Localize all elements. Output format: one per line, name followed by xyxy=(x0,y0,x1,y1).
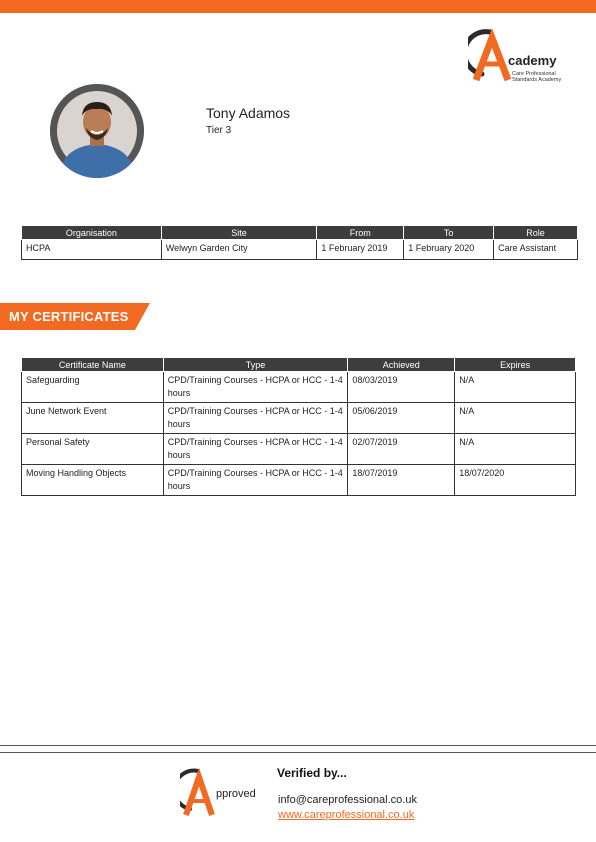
approved-logo-word: pproved xyxy=(216,788,256,800)
academy-logo-word: cademy xyxy=(508,53,557,68)
certificates-section-banner xyxy=(0,303,150,330)
footer-divider xyxy=(0,752,596,753)
employment-table xyxy=(21,225,578,260)
cert-achieved: 18/07/2019 xyxy=(348,465,455,496)
approved-logo-icon xyxy=(180,765,220,823)
employment-to: 1 February 2020 xyxy=(404,240,494,260)
cert-name: Personal Safety xyxy=(22,434,164,465)
cert-type: CPD/Training Courses - HCPA or HCC - 1-4 hours xyxy=(163,403,348,434)
employment-header-site: Site xyxy=(161,226,317,240)
employment-header-to: To xyxy=(404,226,494,240)
cert-header-type: Type xyxy=(163,358,348,372)
academy-logo xyxy=(468,28,586,90)
profile-tier: Tier 3 xyxy=(206,125,232,136)
profile-name: Tony Adamos xyxy=(206,105,291,121)
cert-name: Safeguarding xyxy=(22,372,164,403)
cert-type: CPD/Training Courses - HCPA or HCC - 1-4 hours xyxy=(163,372,348,403)
footer-website-link[interactable]: www.careprofessional.co.uk xyxy=(278,809,415,821)
employment-from: 1 February 2019 xyxy=(317,240,404,260)
cert-name: Moving Handling Objects xyxy=(22,465,164,496)
certificates-table xyxy=(21,357,576,496)
cert-expires: 18/07/2020 xyxy=(455,465,576,496)
employment-header-row xyxy=(22,226,578,240)
cert-achieved: 05/06/2019 xyxy=(348,403,455,434)
table-row xyxy=(22,372,576,403)
cert-header-name: Certificate Name xyxy=(22,358,164,372)
footer-divider xyxy=(0,745,596,746)
cert-achieved: 02/07/2019 xyxy=(348,434,455,465)
cert-name: June Network Event xyxy=(22,403,164,434)
employment-header-from: From xyxy=(317,226,404,240)
verified-by-label: Verified by... xyxy=(277,766,347,780)
cert-expires: N/A xyxy=(455,434,576,465)
cert-header-expires: Expires xyxy=(455,358,576,372)
table-row xyxy=(22,403,576,434)
footer-email[interactable]: info@careprofessional.co.uk xyxy=(278,794,417,806)
employment-site: Welwyn Garden City xyxy=(161,240,317,260)
certificates-header-row xyxy=(22,358,576,372)
cert-header-achieved: Achieved xyxy=(348,358,455,372)
top-accent-bar xyxy=(0,0,596,13)
cert-expires: N/A xyxy=(455,372,576,403)
table-row xyxy=(22,240,578,260)
employment-role: Care Assistant xyxy=(494,240,578,260)
table-row xyxy=(22,434,576,465)
cert-type: CPD/Training Courses - HCPA or HCC - 1-4 hours xyxy=(163,465,348,496)
certificates-section-title: MY CERTIFICATES xyxy=(9,309,129,324)
avatar-photo-icon xyxy=(50,84,144,178)
cert-type: CPD/Training Courses - HCPA or HCC - 1-4 hours xyxy=(163,434,348,465)
employment-header-organisation: Organisation xyxy=(22,226,162,240)
approved-logo xyxy=(180,765,275,825)
employment-organisation: HCPA xyxy=(22,240,162,260)
cert-expires: N/A xyxy=(455,403,576,434)
avatar xyxy=(50,84,144,178)
cert-achieved: 08/03/2019 xyxy=(348,372,455,403)
table-row xyxy=(22,465,576,496)
academy-logo-subtitle: Care Professional Standards Academy xyxy=(512,71,562,83)
employment-header-role: Role xyxy=(494,226,578,240)
